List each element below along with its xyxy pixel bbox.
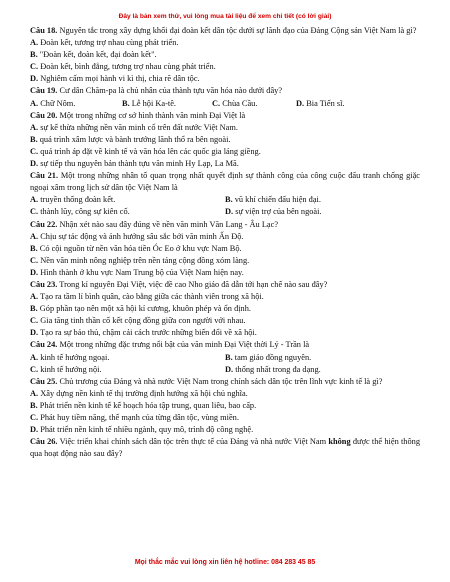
question-number: Câu 21.	[30, 171, 59, 181]
option-18-d	[30, 73, 420, 85]
question-stem: Trong kỉ nguyên Đại Việt, việc đề cao Nho giáo đã dẫn tới hạn chế nào sau đây?	[59, 279, 328, 289]
question-stem-emphasis: không	[328, 437, 351, 447]
option-letter: C.	[212, 98, 221, 108]
option-21-d	[225, 206, 420, 218]
question-22	[30, 219, 420, 231]
option-25-d	[30, 424, 420, 436]
option-text: Chùa Cầu.	[222, 98, 258, 108]
option-23-d	[30, 327, 420, 339]
option-text: Có cội nguồn từ nền văn hóa tiền Óc Eo ở khu vực Nam Bộ.	[39, 243, 242, 253]
option-letter: D.	[30, 74, 39, 84]
option-19-a	[30, 98, 122, 110]
option-text: Lễ hội Ka-tê.	[131, 98, 176, 108]
option-21-a	[30, 194, 225, 206]
option-text: Gia tăng tinh thần cố kết cộng đồng giữa con người với nhau.	[40, 316, 246, 326]
question-19	[30, 85, 420, 97]
options-row-19	[30, 98, 420, 110]
option-letter: A.	[30, 38, 39, 48]
option-25-c	[30, 412, 420, 424]
option-21-c	[30, 206, 225, 218]
option-18-c	[30, 61, 420, 73]
option-letter: D.	[30, 159, 39, 169]
option-letter: B.	[225, 195, 233, 205]
preview-banner: Đây là bản xem thử, vui lòng mua tài liệu để xem chi tiết (có lời giải)	[118, 13, 332, 20]
option-text: sự tiếp thu nguyên bản thành tựu văn minh Hy Lạp, La Mã.	[40, 159, 239, 169]
question-stem-after: được thể hiện thông qua hoạt động nào sau đây?	[30, 437, 420, 459]
question-number: Câu 25.	[30, 376, 58, 386]
option-text: Xây dựng nền kinh tế thị trường định hướng xã hội chủ nghĩa.	[40, 388, 248, 398]
option-letter: C.	[30, 62, 39, 72]
option-21-b	[225, 194, 420, 206]
option-text: Phát triển nền kinh tế nhiều ngành, quy mô, trình độ công nghệ.	[40, 425, 254, 435]
option-letter: C.	[30, 316, 39, 326]
option-text: "Đoàn kết, đoàn kết, đại đoàn kết".	[39, 50, 157, 60]
option-text: quá trình áp đặt về kinh tế và văn hóa lên các quốc gia láng giềng.	[40, 146, 261, 156]
question-25	[30, 376, 420, 388]
option-text: Phát triển nền kinh tế kế hoạch hóa tập trung, quan liêu, bao cấp.	[39, 400, 257, 410]
option-24-d	[225, 364, 420, 376]
question-number: Câu 23.	[30, 279, 58, 289]
option-letter: A.	[30, 292, 39, 302]
option-text: Đoàn kết, bình đẳng, tương trợ nhau cùng phát triển.	[40, 62, 216, 72]
option-24-a	[30, 352, 225, 364]
options-row-21-cd	[30, 206, 420, 218]
option-25-b	[30, 400, 420, 412]
option-20-c	[30, 146, 420, 158]
option-letter: D.	[296, 98, 305, 108]
question-stem: Một trong những đặc trưng nổi bật của văn minh Đại Việt thời Lý - Trần là	[59, 340, 310, 350]
option-22-d	[30, 267, 420, 279]
option-letter: B.	[30, 134, 38, 144]
option-text: tam giáo đồng nguyên.	[234, 352, 312, 362]
option-text: kinh tế hướng ngoại.	[40, 352, 110, 362]
question-24	[30, 339, 420, 351]
option-20-b	[30, 134, 420, 146]
option-24-c	[30, 364, 225, 376]
option-text: Phát huy tiềm năng, thế mạnh của từng dân tộc, vùng miền.	[40, 413, 239, 422]
option-text: sự kế thừa những nền văn minh cổ trên đất nước Việt Nam.	[40, 122, 238, 132]
option-letter: C.	[30, 207, 39, 217]
question-stem: Một trong những nhân tố quan trọng nhất quyết định sự thành công của công cuộc đấu tranh chống giặc ngoại xâm trong lịch sử dân tộc Việt Nam là	[30, 171, 420, 193]
option-letter: B.	[30, 304, 38, 314]
option-19-d	[296, 98, 394, 110]
option-text: thống nhất trong đa dạng.	[235, 364, 321, 374]
option-letter: C.	[30, 255, 39, 265]
option-letter: D.	[30, 425, 39, 435]
option-22-a	[30, 231, 420, 243]
option-text: Tạo ra sự bảo thủ, chậm cải cách trước những biến đổi về xã hội.	[40, 328, 257, 338]
option-text: Hình thành ở khu vực Nam Trung bộ của Việt Nam hiện nay.	[40, 267, 244, 277]
option-text: Nền văn minh nông nghiệp trên nền tảng cộng đồng xóm làng.	[40, 255, 250, 265]
option-letter: B.	[30, 243, 38, 253]
question-number: Câu 26.	[30, 437, 58, 447]
option-24-b	[225, 352, 420, 364]
options-row-21-ab	[30, 194, 420, 206]
option-text: Chịu sự tác động và ảnh hưởng sâu sắc bởi văn minh Ấn Độ.	[40, 231, 244, 241]
question-stem: Nhận xét nào sau đây đúng về nền văn minh Văn Lang - Âu Lạc?	[59, 219, 279, 229]
question-number: Câu 20.	[30, 110, 58, 120]
option-letter: A.	[30, 98, 39, 108]
option-letter: D.	[225, 364, 234, 374]
options-row-24-cd	[30, 364, 420, 376]
option-23-a	[30, 291, 420, 303]
question-number: Câu 18.	[30, 26, 58, 35]
option-22-b	[30, 243, 420, 255]
option-text: thành lũy, công sự kiên cố.	[40, 207, 130, 217]
option-letter: A.	[30, 352, 39, 362]
option-23-c	[30, 315, 420, 327]
option-20-a	[30, 122, 420, 134]
option-letter: D.	[30, 328, 39, 338]
option-19-c	[212, 98, 296, 110]
option-letter: C.	[30, 364, 39, 374]
question-18	[30, 25, 420, 37]
option-letter: B.	[225, 352, 233, 362]
option-letter: A.	[30, 388, 39, 398]
option-19-b	[122, 98, 212, 110]
option-text: kinh tế hướng nội.	[40, 364, 102, 374]
option-text: Nghiêm cấm mọi hành vi kì thị, chia rẽ dân tộc.	[40, 74, 200, 84]
option-text: truyền thống đoàn kết.	[40, 195, 116, 205]
question-stem: Cư dân Chăm-pa là chủ nhân của thành tựu văn hóa nào dưới đây?	[59, 86, 283, 96]
option-text: vũ khí chiến đấu hiện đại.	[234, 195, 321, 205]
option-25-a	[30, 388, 420, 400]
hotline-footer: Mọi thắc mắc vui lòng xin liên hệ hotline: 084 283 45 85	[134, 559, 316, 566]
option-text: Đoàn kết, tương trợ nhau cùng phát triển.	[40, 38, 179, 48]
options-row-24-ab	[30, 352, 420, 364]
question-number: Câu 19.	[30, 86, 58, 96]
option-letter: A.	[30, 195, 39, 205]
option-letter: A.	[30, 122, 39, 132]
question-stem: Chủ trương của Đảng và nhà nước Việt Nam trong chính sách dân tộc trên lĩnh vực kinh tế là gì?	[59, 376, 383, 386]
option-18-a	[30, 37, 420, 49]
option-letter: D.	[225, 207, 234, 217]
question-number: Câu 24.	[30, 340, 58, 350]
option-text: Góp phần tạo nên một xã hội kỉ cương, khuôn phép và ổn định.	[39, 304, 251, 314]
question-23	[30, 279, 420, 291]
option-22-c	[30, 255, 420, 267]
question-stem-before: Việc triển khai chính sách dân tộc trên thực tế của Đảng và nhà nước Việt Nam	[59, 437, 327, 447]
question-stem: Một trong những cơ sở hình thành văn minh Đại Việt là	[59, 110, 246, 120]
option-18-b	[30, 49, 420, 61]
question-stem: Nguyên tắc trong xây dựng khối đại đoàn kết dân tộc dưới sự lãnh đạo của Đảng Cộng sản Việt Nam là gì?	[59, 26, 417, 35]
option-letter: D.	[30, 267, 39, 277]
option-letter: A.	[30, 231, 39, 241]
question-number: Câu 22.	[30, 219, 58, 229]
option-letter: C.	[30, 146, 39, 156]
option-20-d	[30, 158, 420, 170]
option-letter: B.	[30, 400, 38, 410]
question-20	[30, 110, 420, 122]
option-text: quá trình xâm lược và bành trướng lãnh thổ ra bên ngoài.	[39, 134, 231, 144]
option-letter: B.	[122, 98, 130, 108]
option-text: Chữ Nôm.	[40, 98, 76, 108]
option-text: sự viện trợ của bên ngoài.	[235, 207, 322, 217]
option-text: Tạo ra tầm lí bình quân, cào bằng giữa các thành viên trong xã hội.	[40, 292, 264, 302]
option-letter: C.	[30, 413, 39, 422]
question-21	[30, 170, 420, 194]
question-26	[30, 436, 420, 460]
option-text: Bia Tiến sĩ.	[306, 98, 345, 108]
option-23-b	[30, 303, 420, 315]
option-letter: B.	[30, 50, 38, 60]
